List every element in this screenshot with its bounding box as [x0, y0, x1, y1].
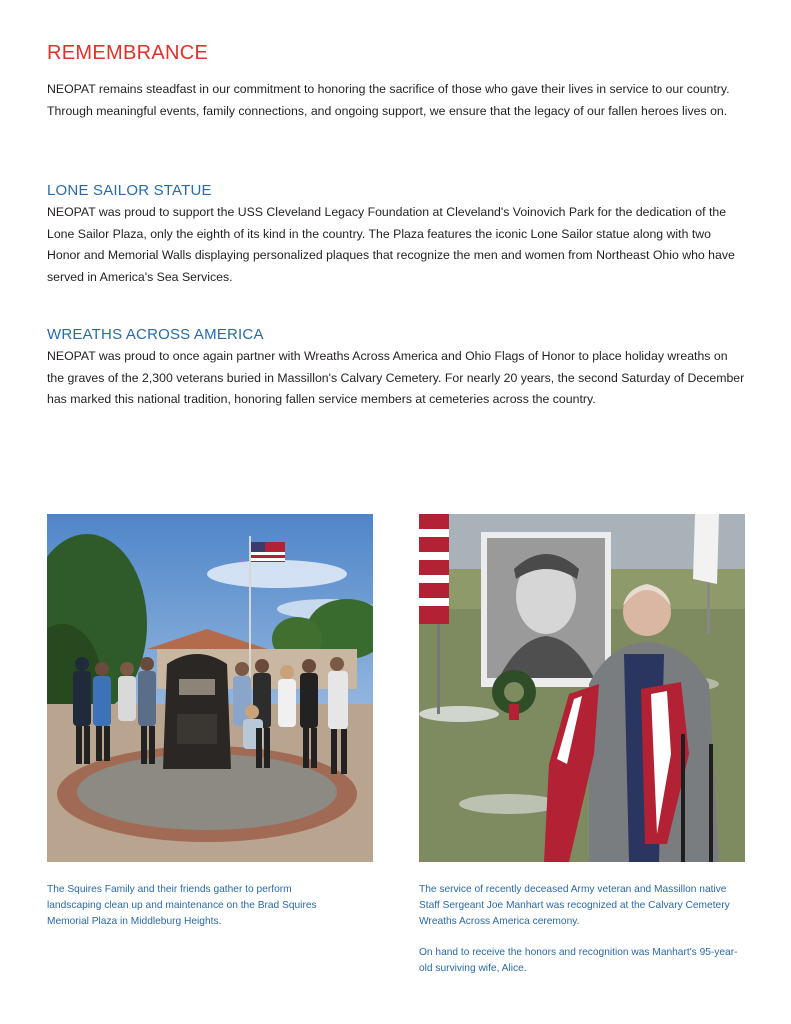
caption-squires: The Squires Family and their friends gather to perform landscaping clean up and maintenance on the Brad Squires Memorial Plaza in Middleburg Heights.	[47, 884, 317, 927]
section-body-wreaths: NEOPAT was proud to once again partner with Wreaths Across America and Ohio Flags of Honor to place holiday wreaths on the graves of the 2,300 veterans buried in Massillon's Calvary Cemetery. For nearly 20 years, the second Saturday of December has marked this national tradition, honoring fallen service members at cemeteries across the country.	[47, 349, 745, 407]
section-heading-lone-sailor: LONE SAILOR STATUE	[47, 182, 212, 199]
section-body-lone-sailor: NEOPAT was proud to support the USS Cleveland Legacy Foundation at Cleveland's Voinovich Park for the dedication of the Lone Sailor Plaza, only the eighth of its kind in the country. The Plaza features the iconic Lone Sailor statue along with two Honor and Memorial Walls displaying personalized plaques that recognize the men and women from Northeast Ohio who have served in America's Sea Services.	[47, 205, 735, 284]
photo-squires-memorial-plaza	[47, 514, 373, 862]
photo-manhart-ceremony	[419, 514, 745, 862]
page-title: REMEMBRANCE	[47, 42, 209, 64]
photo-manhart-illustration	[419, 514, 745, 862]
caption-manhart-wife: On hand to receive the honors and recognition was Manhart's 95-year-old surviving wife, Alice.	[419, 947, 738, 974]
caption-manhart-service: The service of recently deceased Army veteran and Massillon native Staff Sergeant Joe Manhart was recognized at the Calvary Cemetery Wreaths Across America ceremony.	[419, 884, 730, 927]
intro-paragraph: NEOPAT remains steadfast in our commitment to honoring the sacrifice of those who gave their lives in service to our country. Through meaningful events, family connections, and ongoing support, we ensure that the legacy of our fallen heroes lives on.	[47, 82, 730, 118]
section-heading-wreaths: WREATHS ACROSS AMERICA	[47, 326, 264, 343]
photo-squires-illustration	[47, 514, 373, 862]
